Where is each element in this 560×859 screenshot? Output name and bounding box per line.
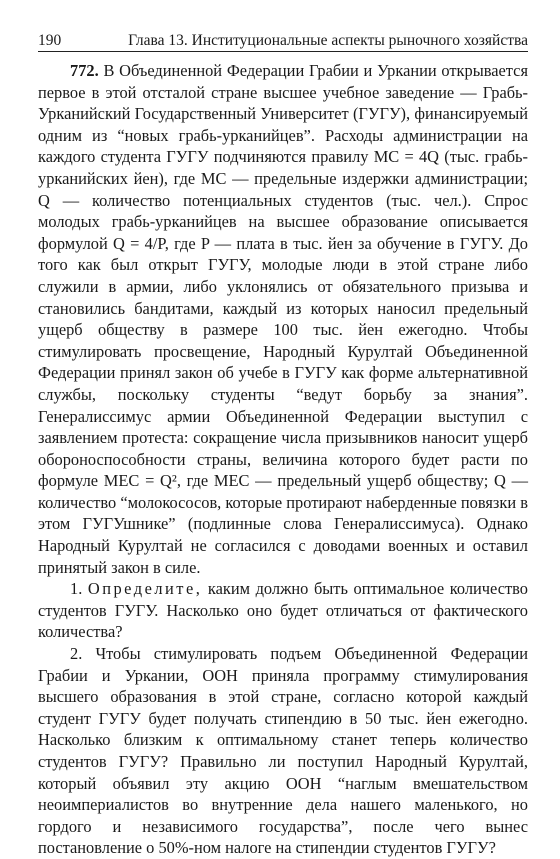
page-number: 190 [38,32,62,49]
question-1-keyword: Определите, [87,579,203,599]
problem-772 [38,60,528,578]
problem-text: В Объединенной Федерации Грабии и Уркании открывается первое в этой отсталой стране высшее учебное заведение — Грабь-Урканийский Государственный Университет (ГУГУ), финансируемый одним из “новых грабь-урканийцев”. Расходы администрации на каждого студента ГУГУ подчиняются правилу MC = 4Q (тыс. грабь-урканийских йен), где MC — предельные издержки администрации; Q — количество потенциальных студентов (тыс. чел.). Спрос молодых грабь-урканийцев на высшее образование описывается формулой Q = 4/P, где P — плата в тыс. йен за обучение в ГУГУ. До того как был открыт ГУГУ, молодые люди в этой стране либо служили в армии, либо уклонялись от обязательного призыва и становились бандитами, каждый из которых наносил предельный ущерб обществу в размере 100 тыс. йен ежегодно. Чтобы стимулировать просвещение, Народный Курултай Объединенной Федерации принял закон об учебе в ГУГУ как форме альтернативной службы, поскольку студенты “ведут борьбу за знания”. Генералиссимус армии Объединенной Федерации выступил с заявлением протеста: сокращение числа призывников наносит ущерб обороноспособности страны, величина которого будет расти по формуле MEC = Q², где MEC — предельный ущерб обществу; Q — количество “молокососов, которые протирают наберденные повязки в этом ГУГУшнике” (подлинные слова Генералиссимуса). Однако Народный Курултай не согласился с доводами военных и оставил принятый закон в силе. [38,61,528,577]
question-2: 2. Чтобы стимулировать подъем Объединенной Федерации Грабии и Уркании, ООН приняла программу стимулирования высшего образования в этой стране, согласно которой каждый студент ГУГУ будет получать стипендию в 50 тыс. йен ежегодно. Насколько близким к оптимальному станет теперь количество студентов ГУГУ? Правильно ли поступил Народный Курултай, который объявил эту акцию ООН “наглым вмешательством неоимпериалистов во внутренние дела нашего маленького, но гордого и независимого государства”, после чего вынес постановление о 50%-ном налоге на стипендии студентов ГУГУ? [38,644,528,858]
running-header [38,31,528,52]
question-1 [38,578,528,643]
question-1-prefix: 1. [70,579,83,599]
problem-number: 772. [70,61,99,80]
chapter-title: Глава 13. Институциональные аспекты рыночного хозяйства [128,32,528,49]
question-1-text: каким должно быть оптимальное количество студентов ГУГУ. Насколько оно будет отличаться от фактического количества? [38,579,528,642]
page-content [38,60,528,859]
